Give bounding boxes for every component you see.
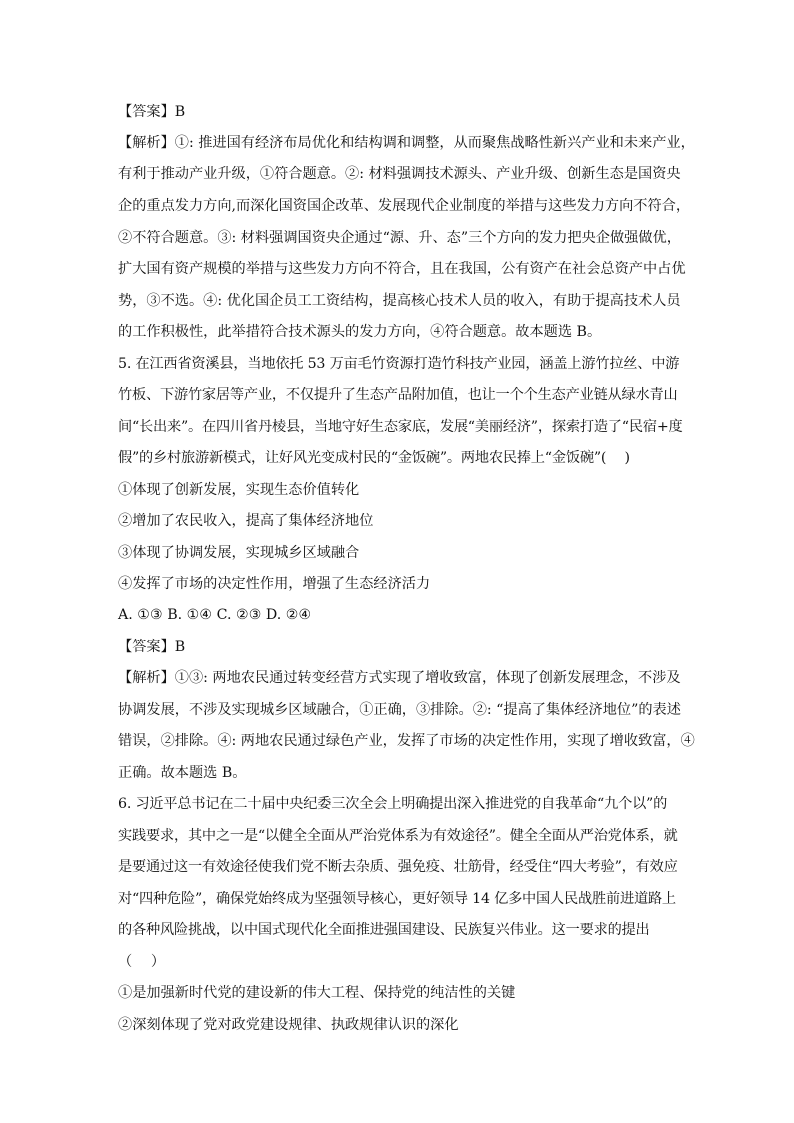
question-5-stem: 假”的乡村旅游新模式，让好风光变成村民的“金饭碗”。两地农民捧上“金饭碗”( ) [118, 450, 630, 466]
analysis-line: 势，③不选。④: 优化国企员工工资结构，提高核心技术人员的收入，有助于提高技术人员 [118, 293, 681, 309]
option-statement: ②增加了农民收入，提高了集体经济地位 [118, 513, 374, 529]
analysis-line: 协调发展，不涉及实现城乡区域融合，①正确，③排除。②: “提高了集体经济地位”的表述 [118, 702, 681, 718]
question-6-stem: 6. 习近平总书记在二十届中央纪委三次全会上明确提出深入推进党的自我革命“九个以”的 [118, 796, 668, 812]
option-statement: ②深刻体现了党对政党建设规律、执政规律认识的深化 [118, 1017, 459, 1033]
question-5-stem: 5. 在江西省资溪县，当地依托 53 万亩毛竹资源打造竹科技产业园，涵盖上游竹拉丝、中游 [118, 356, 680, 372]
question-6-stem: 是要通过这一有效途径使我们党不断去杂质、强免疫、壮筋骨，经受住“四大考验”，有效应 [118, 859, 678, 875]
analysis-line: 错误，②排除。④: 两地农民通过绿色产业，发挥了市场的决定性作用，实现了增收致富，④ [118, 733, 695, 749]
option-statement: ①是加强新时代党的建设新的伟大工程、保持党的纯洁性的关键 [118, 985, 516, 1001]
analysis-line: 扩大国有资产规模的举措与这些发力方向不符合，且在我国，公有资产在社会总资产中占优 [118, 261, 686, 277]
analysis-line: ②不符合题意。③: 材料强调国资央企通过“源、升、态”三个方向的发力把央企做强做优， [118, 230, 681, 246]
option-statement: ④发挥了市场的决定性作用，增强了生态经济活力 [118, 576, 431, 592]
analysis-line: 企的重点发力方向,而深化国资国企改革、发展现代企业制度的举措与这些发力方向不符合， [118, 198, 691, 214]
option-statement: ①体现了创新发展，实现生态价值转化 [118, 482, 360, 498]
analysis-line: 正确。故本题选 B。 [118, 765, 247, 781]
analysis-line: 【解析】①③: 两地农民通过转变经营方式实现了增收致富，体现了创新发展理念，不涉及 [118, 670, 681, 686]
analysis-line: 有利于推动产业升级，①符合题意。②: 材料强调技术源头、产业升级、创新生态是国资央 [118, 166, 681, 182]
analysis-line: 的工作积极性，此举措符合技术源头的发力方向，④符合题意。故本题选 B。 [118, 324, 602, 340]
analysis-line: 【解析】①: 推进国有经济布局优化和结构调和调整，从而聚焦战略性新兴产业和未来产业， [118, 135, 695, 151]
question-5-stem: 间“长出来”。在四川省丹棱县，当地守好生态家底，发展“美丽经济”，探索打造了“民宿+度 [118, 419, 683, 435]
question-5-stem: 竹板、下游竹家居等产业，不仅提升了生态产品附加值，也让一个个生态产业链从绿水青山 [118, 387, 678, 403]
question-6-stem: 的各种风险挑战，以中国式现代化全面推进强国建设、民族复兴伟业。这一要求的提出 [118, 922, 650, 938]
question-6-blank: （ ） [118, 954, 166, 970]
answer-choices: A. ①③ B. ①④ C. ②③ D. ②④ [118, 607, 312, 623]
question-6-stem: 实践要求，其中之一是“以健全全面从严治党体系为有效途径”。健全全面从严治党体系，就 [118, 828, 678, 844]
answer-label-q4: 【答案】B [118, 104, 186, 120]
option-statement: ③体现了协调发展，实现城乡区域融合 [118, 545, 360, 561]
answer-label-q5: 【答案】B [118, 639, 186, 655]
question-6-stem: 对“四种危险”，确保党始终成为坚强领导核心，更好领导 14 亿多中国人民战胜前进道路上 [118, 891, 676, 907]
